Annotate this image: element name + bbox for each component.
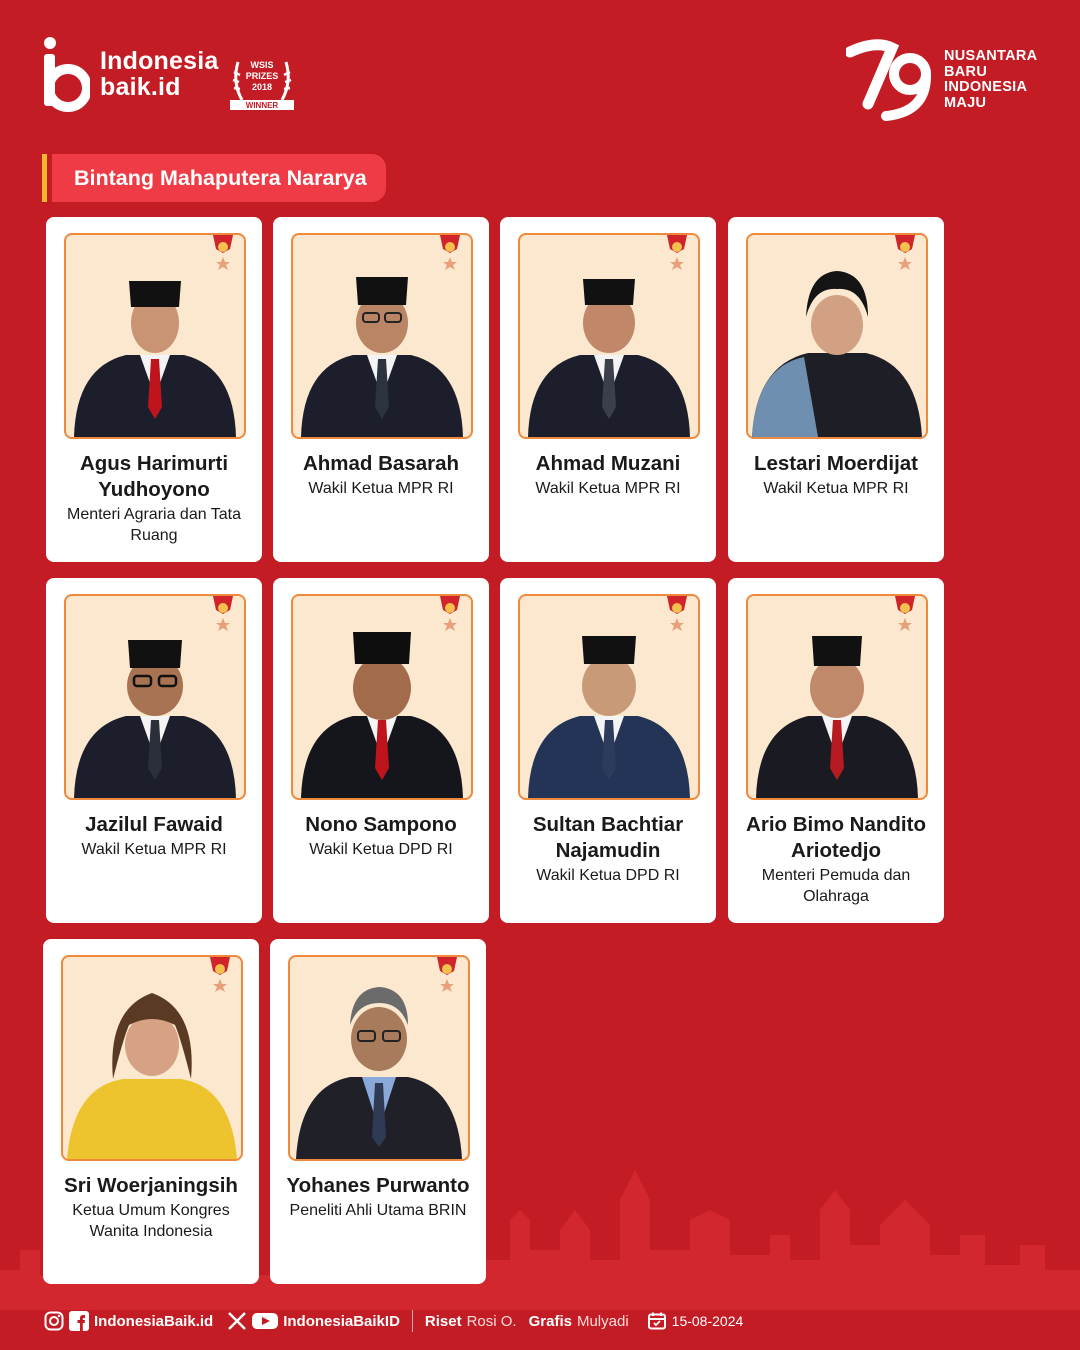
person-portrait-icon [293,608,471,798]
profile-card [728,217,944,562]
person-name: Ario Bimo Nandito Ariotedjo [746,813,926,862]
person-portrait-icon [66,608,244,798]
person-name: Lestari Moerdijat [753,452,919,475]
person-name: Ahmad Basarah [302,452,460,475]
person-role: Wakil Ketua MPR RI [81,841,227,858]
medal-icon [437,235,463,273]
person-portrait-icon [293,247,471,437]
medal-icon [892,235,918,273]
profile-photo [746,233,928,439]
anniv-line-2: BARU [944,63,988,80]
profile-photo [518,233,700,439]
person-role: Wakil Ketua MPR RI [763,480,909,497]
anniversary-79-logo [846,38,1037,122]
medal-icon [892,596,918,634]
indonesiabaik-logo [42,36,219,112]
anniv-line-3: INDONESIA [944,79,1028,95]
profile-card [46,578,262,923]
wsis-line-2: PRIZES [245,71,279,81]
wsis-line-1: WSIS [250,60,274,70]
brand-line-1: Indonesia [100,47,219,75]
section-title [42,154,386,202]
brand-ib-icon [42,36,90,112]
medal-icon [434,957,460,995]
medal-icon [664,596,690,634]
person-portrait-icon [520,247,698,437]
person-portrait-icon [290,969,468,1159]
brand-line-2: baik.id [100,73,181,101]
person-name: Agus Harimurti Yudhoyono [79,452,229,501]
profile-photo [288,955,470,1161]
social-handle-2[interactable]: IndonesiaBaikID [283,1312,400,1330]
person-portrait-icon [748,608,926,798]
person-name: Ahmad Muzani [535,452,681,475]
anniv-line-4: MAJU [944,94,987,111]
profile-photo [64,594,246,800]
number-79-icon [846,38,936,122]
profile-card [43,939,259,1284]
anniv-line-1: NUSANTARA [944,48,1038,64]
person-role: Ketua Umum Kongres Wanita Indonesia [72,1202,230,1240]
instagram-icon[interactable] [44,1311,64,1331]
profile-card [728,578,944,923]
person-name: Sultan Bachtiar Najamudin [532,813,684,862]
person-name: Sri Woerjaningsih [64,1174,238,1197]
social-handle-1[interactable]: IndonesiaBaik.id [94,1312,214,1330]
person-role: Wakil Ketua MPR RI [308,480,454,497]
profile-card [270,939,486,1284]
grafis-label: Grafis [528,1312,572,1330]
profile-photo [291,594,473,800]
x-twitter-icon[interactable] [227,1311,247,1331]
footer-divider [412,1310,413,1332]
profile-card [500,217,716,562]
person-name: Yohanes Purwanto [286,1174,470,1197]
wsis-line-4: WINNER [245,101,279,110]
riset-name: Rosi O. [466,1312,517,1330]
title-text: Bintang Mahaputera Nararya [52,154,386,202]
profile-photo [61,955,243,1161]
person-portrait-icon [520,608,698,798]
profile-card [273,217,489,562]
title-accent-bar [42,154,47,202]
person-role: Wakil Ketua DPD RI [536,867,680,884]
medal-icon [210,235,236,273]
person-role: Wakil Ketua DPD RI [309,841,453,858]
medal-icon [664,235,690,273]
person-role: Wakil Ketua MPR RI [535,480,681,497]
footer-credits [44,1308,804,1334]
person-portrait-icon [748,247,926,437]
profile-photo [291,233,473,439]
profile-photo [746,594,928,800]
profile-card [500,578,716,923]
person-name: Nono Sampono [305,813,457,836]
medal-icon [437,596,463,634]
profile-card [273,578,489,923]
person-role: Menteri Agraria dan Tata Ruang [66,506,242,544]
medal-icon [207,957,233,995]
profile-card [46,217,262,562]
person-role: Menteri Pemuda dan Olahraga [761,867,911,905]
person-name: Jazilul Fawaid [85,813,223,836]
wsis-award-badge [228,52,296,116]
riset-label: Riset [424,1312,462,1330]
profile-photo [64,233,246,439]
publish-date: 15-08-2024 [671,1313,744,1329]
medal-icon [210,596,236,634]
person-portrait-icon [63,969,241,1159]
calendar-icon [647,1311,667,1331]
person-role: Peneliti Ahli Utama BRIN [289,1202,467,1219]
facebook-icon[interactable] [69,1311,89,1331]
wsis-line-3: 2018 [251,82,273,92]
profile-photo [518,594,700,800]
youtube-icon[interactable] [252,1311,278,1331]
grafis-name: Mulyadi [576,1312,629,1330]
person-portrait-icon [66,247,244,437]
